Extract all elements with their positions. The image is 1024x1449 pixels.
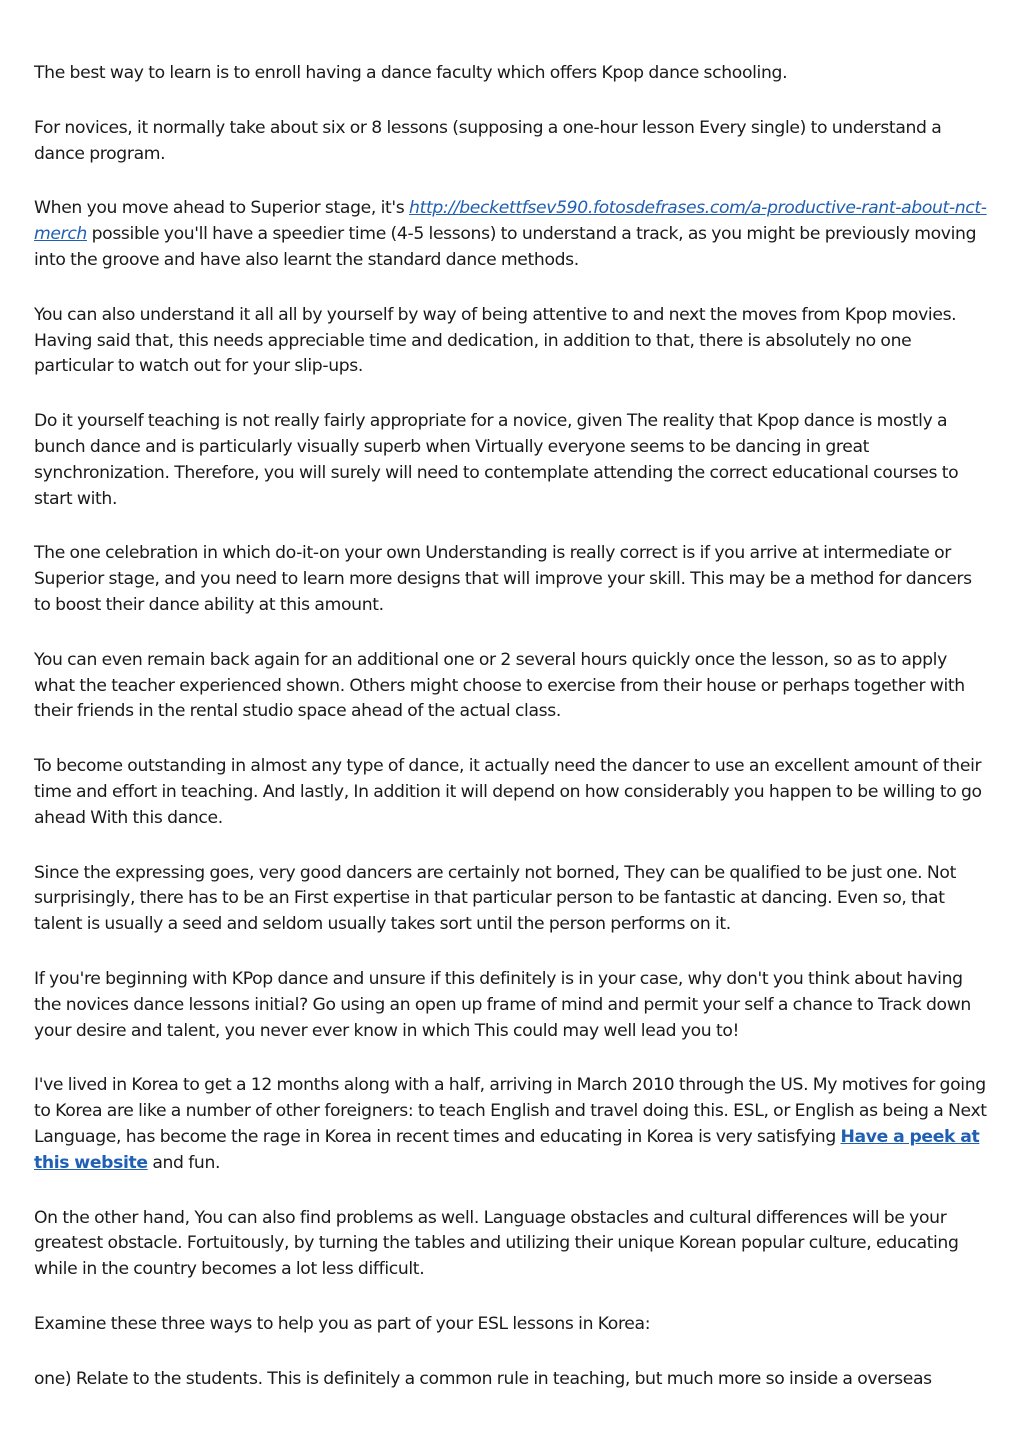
paragraph-1: The best way to learn is to enroll having a dance faculty which offers Kpop dance schooling. xyxy=(34,63,788,83)
paragraph-2: For novices, it normally take about six or 8 lessons (supposing a one-hour lesson Every single) to understand a dance program. xyxy=(34,117,942,164)
paragraph-11-text-after: and fun. xyxy=(147,1152,221,1173)
paragraph-11 xyxy=(34,1073,992,1176)
have-a-peek-link[interactable]: Have a peek at this website xyxy=(34,1126,980,1173)
paragraph-3 xyxy=(34,196,992,273)
nct-merch-link[interactable]: http://beckettfsev590.fotosdefrases.com/a-productive-rant-about-nct-merch xyxy=(34,198,987,245)
paragraph-9: Since the expressing goes, very good dancers are certainly not borned, They can be qualified to be just one. Not surprisingly, there has to be an First expertise in that particular person to be fantastic at dancing. Even so, that talent is usually a seed and seldom usually takes sort until the person performs on it. xyxy=(34,862,956,935)
paragraph-12: On the other hand, You can also find problems as well. Language obstacles and cultural differences will be your greatest obstacle. Fortuitously, by turning the tables and utilizing their unique Korean popular culture, educating while in the country becomes a lot less difficult. xyxy=(34,1207,959,1280)
paragraph-13: Examine these three ways to help you as part of your ESL lessons in Korea: xyxy=(34,1313,651,1334)
paragraph-3-text-after: possible you'll have a speedier time (4-5 lessons) to understand a track, as you might be previously moving into the groove and have also learnt the standard dance methods. xyxy=(34,224,977,270)
paragraph-5: Do it yourself teaching is not really fairly appropriate for a novice, given The reality that Kpop dance is mostly a bunch dance and is particularly visually superb when Virtually everyone seems to be dancing in great synchronization. Therefore, you will surely will need to contemplate attending the correct educational courses to start with. xyxy=(34,411,959,509)
paragraph-8: To become outstanding in almost any type of dance, it actually need the dancer to use an excellent amount of their time and effort in teaching. And lastly, In addition it will depend on how considerably you happen to be willing to go ahead With this dance. xyxy=(34,756,982,828)
paragraph-11-text-before: I've lived in Korea to get a 12 months along with a half, arriving in March 2010 through the US. My motives for going to Korea are like a number of other foreigners: to teach English and travel doing this. ESL, or English as being a Next Language, has become the rage in Korea in recent times and educating in Korea is very satisfying xyxy=(34,1075,987,1147)
paragraph-6: The one celebration in which do-it-on your own Understanding is really correct is if you arrive at intermediate or Superior stage, and you need to learn more designs that will improve your skill. This may be a method for dancers to boost their dance ability at this amount. xyxy=(34,543,972,615)
paragraph-3-text-before: When you move ahead to Superior stage, it's xyxy=(34,198,410,219)
document-body xyxy=(34,61,992,1421)
paragraph-4: You can also understand it all all by yourself by way of being attentive to and next the moves from Kpop movies. Having said that, this needs appreciable time and dedication, in addition to that, there is absolutely no one particular to watch out for your slip-ups. xyxy=(34,304,957,377)
paragraph-14: one) Relate to the students. This is definitely a common rule in teaching, but much more so inside a overseas xyxy=(34,1368,932,1389)
paragraph-10: If you're beginning with KPop dance and unsure if this definitely is in your case, why don't you think about having the novices dance lessons initial? Go using an open up frame of mind and permit your self a chance to Track down your desire and talent, you never ever know in which This could may well lead you to! xyxy=(34,968,971,1041)
paragraph-7: You can even remain back again for an additional one or 2 several hours quickly once the lesson, so as to apply what the teacher experienced shown. Others might choose to exercise from their house or perhaps together with their friends in the rental studio space ahead of the actual class. xyxy=(34,649,965,722)
